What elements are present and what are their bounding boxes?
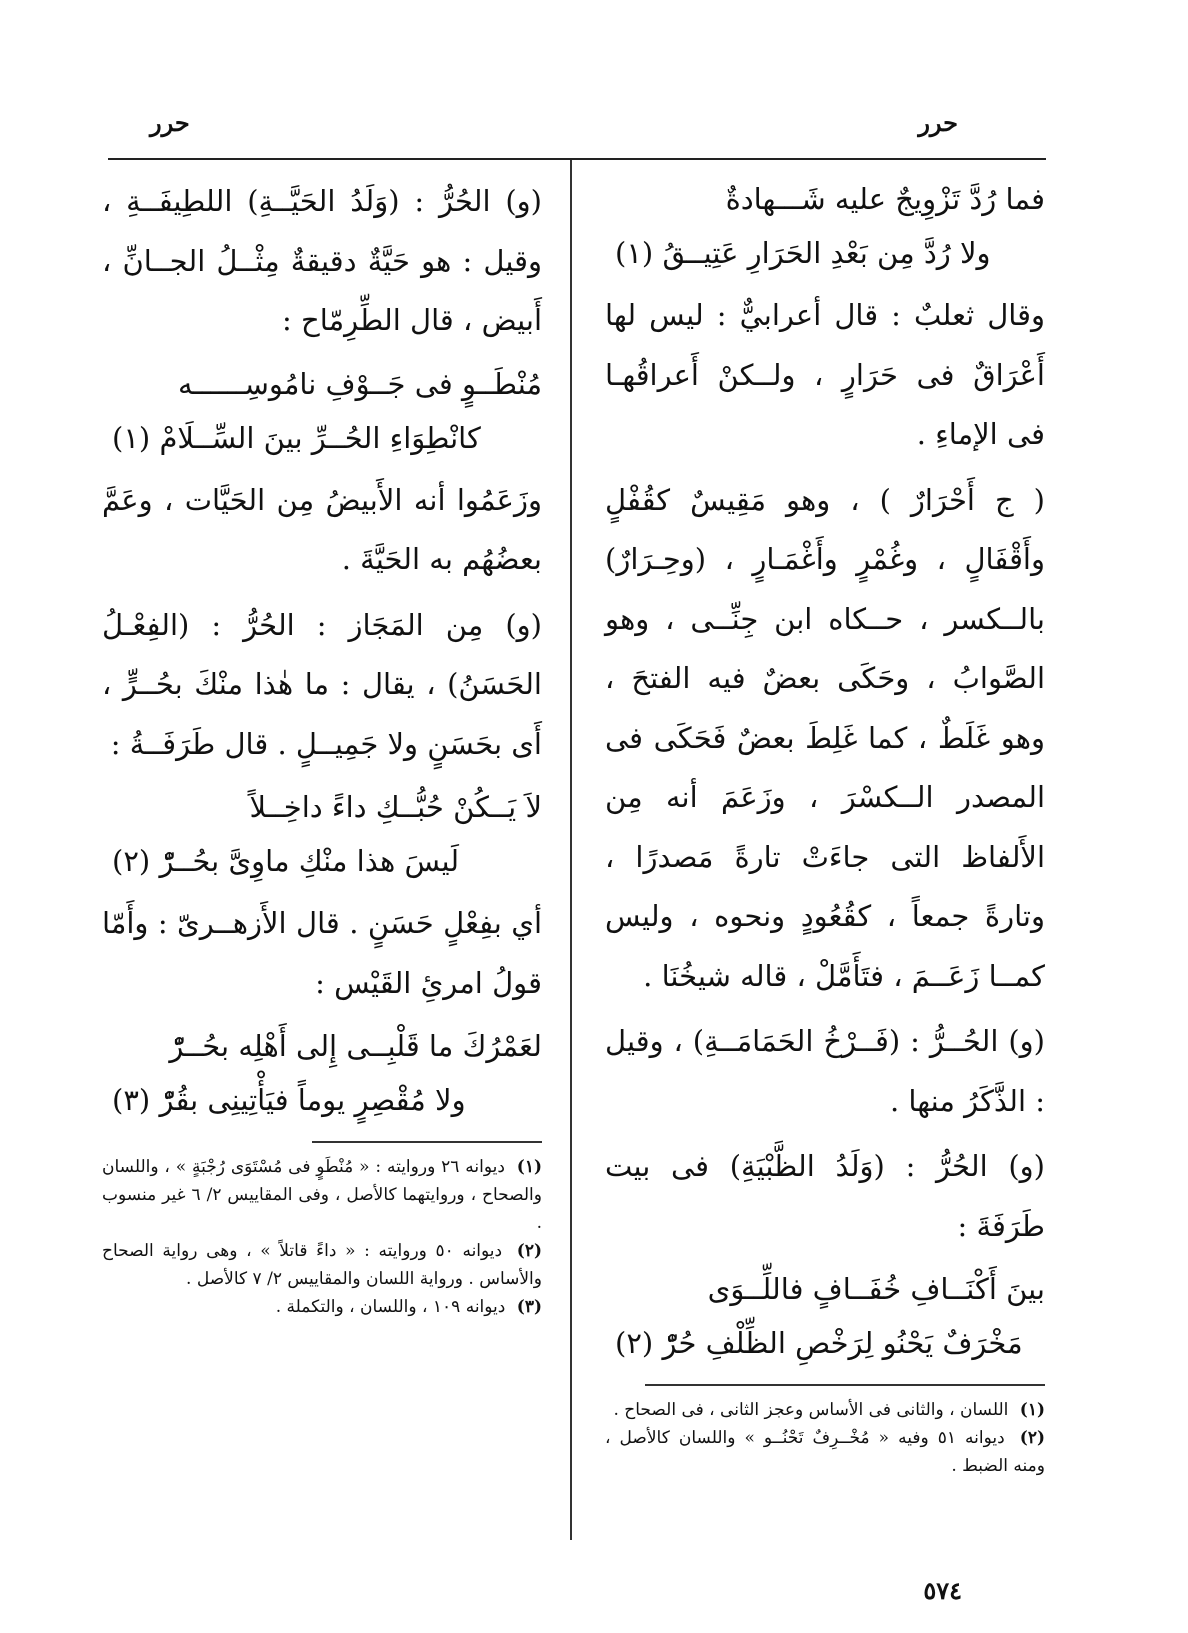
footnote-text: ديوانه ٢٦ وروايته : « مُنْطَوٍ فى مُسْتَوَى رُجْبَةٍ » ، واللسان والصحاح ، وروايتهما كالأصل ، وفى المقاييس ٢/ ٦ غير منسوب . — [102, 1156, 542, 1233]
verse — [102, 780, 542, 888]
footnote-number: (٢) — [516, 1240, 543, 1261]
footnote-number: (٣) — [516, 1296, 542, 1317]
footnote — [102, 1153, 542, 1237]
verse-hemistich-second: مَخْرَفٌ يَحْنُو لِرَخْصِ الظِّلْفِ حُرّْ (٢) — [615, 1326, 1023, 1360]
column-divider — [570, 160, 572, 1540]
verse — [102, 357, 542, 465]
verse-hemistich-first: لعَمْرُكَ ما قَلْبِــى إِلى أَهْلِه بحُــرّْ — [169, 1029, 542, 1063]
header-rule — [108, 158, 1046, 160]
verse — [605, 172, 1045, 280]
paragraph: (و) مِن المَجَاز : الحُرُّ : (الفِعْـلُ الحَسَنُ) ، يقال : ما هٰذا منْكَ بحُــرٍّ ، أَى بحَسَنٍ ولا جَمِيــلٍ . قال طَرَفَــةُ : — [102, 607, 542, 761]
verse-hemistich-first: بينَ أَكْنَــافِ خُفَــافٍ فاللِّــوَى — [707, 1272, 1045, 1306]
footnote-number: (١) — [1019, 1399, 1045, 1420]
right-column — [605, 172, 1045, 1480]
footnote — [102, 1293, 542, 1321]
footnote-rule — [312, 1141, 542, 1143]
footnote-text: ديوانه ٥٠ وروايته : « داءً قاتلاً » ، وهى رواية الصحاح والأساس . ورواية اللسان والمقاييس ٢/ ٧ كالأصل . — [102, 1240, 542, 1289]
footnote — [102, 1237, 542, 1293]
verse-hemistich-first: فما رُدَّ تَزْوِيجٌ عليه شَـــهادةٌ — [725, 182, 1045, 216]
verse-hemistich-second: ولا مُقْصِرٍ يوماً فيَأْتِينِى بقُرّْ (٣) — [112, 1083, 466, 1117]
footnote-text: اللسان ، والثانى فى الأساس وعجز الثانى ، فى الصحاح . — [613, 1399, 1009, 1420]
paragraph: (و) الحُرُّ : (وَلَدُ الحَيَّــةِ) اللطِيفَــةِ ، وقيل : هو حَيَّةٌ دقيقةٌ مِثْــلُ الجــانِّ ، أَبيض ، قال الطِّرِمّاح : — [102, 184, 542, 337]
verse-hemistich-second: لَيسَ هذا منْكِ ماوِىَّ بحُــرّْ (٢) — [112, 844, 460, 878]
paragraph: وزَعَمُوا أنه الأَبيضُ مِن الحَيَّات ، وعَمَّ بعضُهُم به الحَيَّةَ . — [102, 482, 542, 576]
verse — [102, 1019, 542, 1127]
page-number: ٥٧٤ — [923, 1576, 962, 1605]
running-header-left: حرر — [150, 108, 190, 137]
footnote-text: ديوانه ٥١ وفيه « مُخْــرِفٌ تَحْنُــو » واللسان كالأصل ، ومنه الضبط . — [605, 1427, 1045, 1476]
paragraph: (و) الحُرُّ : (وَلَدُ الظَّبْيَةِ) فى بيت طَرَفَةَ : — [605, 1149, 1045, 1243]
footnote — [605, 1396, 1045, 1424]
footnote-rule — [645, 1384, 1045, 1386]
verse-hemistich-first: لاَ يَــكُنْ حُبُّــكِ داءً داخِــلاً — [249, 790, 542, 824]
paragraph: أي بفِعْلٍ حَسَنٍ . قال الأَزهــرىّ : وأَمّا قولُ امرئِ القَيْس : — [102, 906, 542, 1000]
paragraph: ( ج أَحْرَارٌ ) ، وهو مَقِيسٌ كقُفْلٍ وأَقْفَالٍ ، وغُمْرٍ وأَغْمَـارٍ ، (وحِـرَارٌ) بالــكسر ، حــكاه ابن جِنِّــى ، وهو الصَّوابُ ، وحَكَى بعضٌ فيه الفتحَ ، وهو غَلَطٌ ، كما غَلِطَ بعضٌ فَحَكَى فى المصدر الــكسْرَ ، وزَعَمَ أنه مِن الأَلفاظ التى جاءَتْ تارةً مَصدرًا ، وتارةً جمعاً ، كقُعُودٍ ونحوه ، وليس كمــا زَعَــمَ ، فتَأَمَّلْ ، قاله شيخُنَا . — [605, 482, 1045, 993]
left-column — [102, 172, 542, 1321]
footnote-number: (١) — [516, 1156, 543, 1177]
running-header-right: حرر — [918, 108, 958, 137]
verse-hemistich-first: مُنْطَــوٍ فى جَــوْفِ نامُوسِــــــه — [178, 366, 542, 401]
paragraph: (و) الحُــرُّ : (فَــرْخُ الحَمَامَــةِ) ، وقيل : الذَّكَرُ منها . — [605, 1024, 1045, 1118]
footnote — [605, 1424, 1045, 1480]
footnote-text: ديوانه ١٠٩ ، واللسان ، والتكملة . — [275, 1296, 506, 1317]
verse-hemistich-second: ولا رُدَّ مِن بَعْدِ الحَرَارِ عَتِيــقُ (١) — [615, 236, 991, 270]
footnote-number: (٢) — [1019, 1427, 1045, 1448]
verse — [605, 1262, 1045, 1370]
verse-hemistich-second: كانْطِوَاءِ الحُــرِّ بينَ السِّــلَامْ (١) — [112, 420, 481, 455]
paragraph: وقال ثعلبٌ : قال أعرابيٌّ : ليس لها أَعْرَاقٌ فى حَرَارٍ ، ولــكنْ أَعراقُهـا فى الإماءِ . — [605, 298, 1045, 451]
